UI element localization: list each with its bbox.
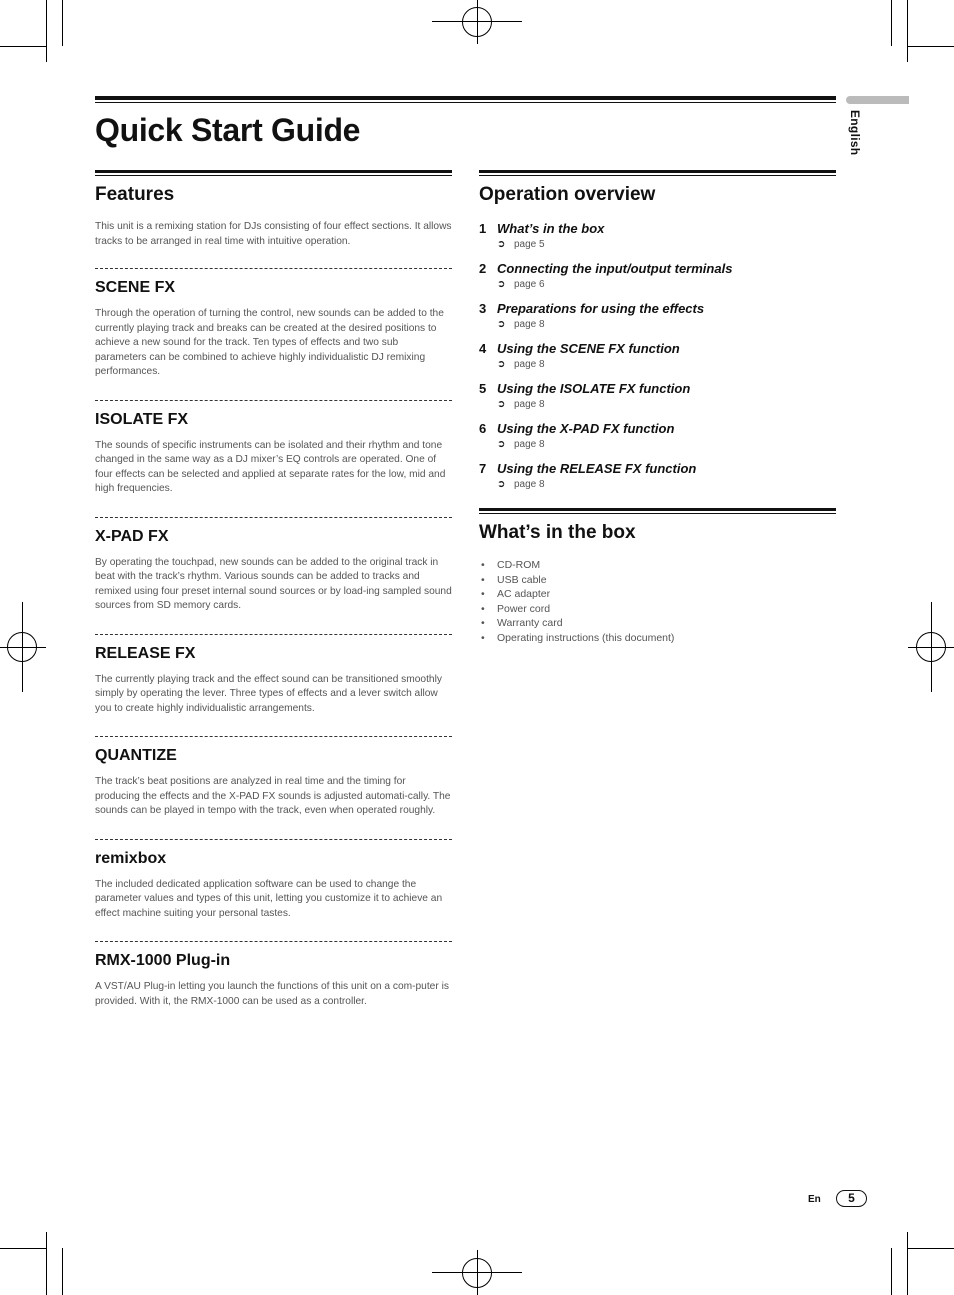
overview-item-number: 3 bbox=[479, 301, 487, 316]
overview-item-number: 7 bbox=[479, 461, 487, 476]
page-reference: page 8 bbox=[514, 439, 545, 450]
list-item: • USB cable bbox=[479, 573, 836, 588]
dashed-divider bbox=[95, 400, 452, 401]
x-pad-fx-heading: X-PAD FX bbox=[95, 527, 169, 545]
overview-item-title: Preparations for using the effects bbox=[497, 301, 705, 316]
page-reference: page 8 bbox=[514, 359, 545, 370]
registration-circle bbox=[462, 1258, 492, 1288]
overview-item-number: 1 bbox=[479, 221, 487, 236]
remixbox-text: The included dedicated application software can be used to change the parameter values and types of this unit, letting you customize it to achieve an effect machine suiting your personal tastes. bbox=[95, 878, 443, 919]
features-text: This unit is a remixing station for DJs consisting of four effect sections. It allows tracks to be arranged in real time with intuitive operation. bbox=[95, 221, 452, 247]
arrow-right-icon: ➲ bbox=[497, 399, 506, 410]
overview-item bbox=[479, 220, 836, 252]
list-item: • Power cord bbox=[479, 602, 836, 617]
crop-mark bbox=[891, 0, 892, 46]
arrow-right-icon: ➲ bbox=[497, 439, 506, 450]
page-reference: page 5 bbox=[514, 239, 545, 250]
section-rule bbox=[95, 170, 452, 176]
overview-item-number: 2 bbox=[479, 261, 487, 276]
arrow-right-icon: ➲ bbox=[497, 319, 506, 330]
quantize-heading: QUANTIZE bbox=[95, 747, 177, 764]
registration-circle bbox=[462, 7, 492, 37]
box-heading: What’s in the box bbox=[479, 522, 636, 543]
overview-heading: Operation overview bbox=[479, 184, 656, 205]
overview-item bbox=[479, 460, 836, 492]
list-item: • AC adapter bbox=[479, 587, 836, 602]
left-column bbox=[95, 170, 452, 1009]
page-reference: page 8 bbox=[514, 479, 545, 490]
crop-mark bbox=[891, 1248, 892, 1295]
language-tab bbox=[846, 96, 909, 104]
page-reference: page 6 bbox=[514, 279, 545, 290]
crop-mark bbox=[907, 0, 908, 62]
arrow-right-icon: ➲ bbox=[497, 359, 506, 370]
crop-mark bbox=[908, 1248, 954, 1249]
features-heading: Features bbox=[95, 184, 175, 205]
overview-item bbox=[479, 260, 836, 292]
arrow-right-icon: ➲ bbox=[497, 239, 506, 250]
footer-language-code: En bbox=[808, 1194, 821, 1205]
isolate-fx-text: The sounds of specific instruments can be isolated and their rhythm and tone changed in the same way as a DJ mixer’s EQ controls are operated. One of four effects can be selected and applied at separate rates for the low, mid and high frequencies. bbox=[95, 439, 446, 494]
language-tab-label: English bbox=[848, 110, 862, 156]
arrow-right-icon: ➲ bbox=[497, 279, 506, 290]
overview-item-title: Connecting the input/output terminals bbox=[497, 261, 733, 276]
dashed-divider bbox=[95, 736, 452, 737]
crop-mark bbox=[46, 0, 47, 62]
list-item: • CD-ROM bbox=[479, 558, 836, 573]
crop-mark bbox=[0, 46, 46, 47]
crop-mark bbox=[907, 1232, 908, 1295]
scene-fx-text: Through the operation of turning the control, new sounds can be added to the currently playing track and breaks can be created at the desired positions to achieve a new sound for the track. Ten types of effects and two sub parameters can be combined to achieve highly individualistic DJ remixing performances. bbox=[95, 308, 444, 377]
overview-item-number: 4 bbox=[479, 341, 487, 356]
overview-item-title: Using the X-PAD FX function bbox=[497, 421, 675, 436]
overview-item-number: 5 bbox=[479, 381, 487, 396]
overview-item-title: Using the ISOLATE FX function bbox=[497, 381, 691, 396]
release-fx-heading: RELEASE FX bbox=[95, 644, 196, 662]
dashed-divider bbox=[95, 839, 452, 840]
section-rule bbox=[479, 170, 836, 176]
overview-item-number: 6 bbox=[479, 421, 487, 436]
overview-item-title: Using the RELEASE FX function bbox=[497, 461, 697, 476]
overview-item bbox=[479, 420, 836, 452]
overview-item-title: Using the SCENE FX function bbox=[497, 341, 680, 356]
dashed-divider bbox=[95, 941, 452, 942]
box-contents-list bbox=[479, 558, 836, 645]
right-column bbox=[479, 170, 836, 645]
overview-item-title: What’s in the box bbox=[497, 221, 605, 236]
title-rule bbox=[95, 96, 836, 103]
overview-item bbox=[479, 340, 836, 372]
isolate-fx-heading: ISOLATE FX bbox=[95, 410, 189, 428]
section-rule bbox=[479, 508, 836, 514]
overview-item bbox=[479, 380, 836, 412]
release-fx-text: The currently playing track and the effect sound can be transitioned smoothly simply by operating the lever. Three types of effects and a lever switch allow you to create highly individualistic arrangements. bbox=[95, 673, 442, 714]
page-reference: page 8 bbox=[514, 319, 545, 330]
plugin-text: A VST/AU Plug-in letting you launch the functions of this unit on a com-puter is provided. With it, the RMX-1000 can be used as a controller. bbox=[95, 981, 449, 1007]
remixbox-heading: remixbox bbox=[95, 849, 167, 867]
registration-circle bbox=[7, 632, 37, 662]
x-pad-fx-text: By operating the touchpad, new sounds can be added to the original track in beat with the track’s rhythm. Various sounds can be added to tracks and remixed using four preset internal sound sources or by load-ing sampled sound sources from SD memory cards. bbox=[95, 556, 452, 611]
crop-mark bbox=[46, 1232, 47, 1295]
dashed-divider bbox=[95, 517, 452, 518]
overview-item bbox=[479, 300, 836, 332]
plugin-heading: RMX-1000 Plug-in bbox=[95, 952, 231, 969]
quantize-text: The track’s beat positions are analyzed in real time and the timing for producing the effects and the X-PAD FX sounds is adjusted automati-cally. The sounds can be played in tempo with the track, even when operated roughly. bbox=[95, 776, 451, 816]
arrow-right-icon: ➲ bbox=[497, 479, 506, 490]
box-section bbox=[479, 508, 836, 645]
page-number-badge: 5 bbox=[836, 1190, 867, 1207]
scene-fx-heading: SCENE FX bbox=[95, 279, 176, 296]
crop-mark bbox=[0, 1248, 46, 1249]
crop-mark bbox=[62, 1248, 63, 1295]
list-item: • Operating instructions (this document) bbox=[479, 631, 836, 646]
crop-mark bbox=[62, 0, 63, 46]
crop-mark bbox=[908, 46, 954, 47]
page-title: Quick Start Guide bbox=[95, 112, 361, 148]
page-reference: page 8 bbox=[514, 399, 545, 410]
dashed-divider bbox=[95, 268, 452, 269]
list-item: • Warranty card bbox=[479, 616, 836, 631]
dashed-divider bbox=[95, 634, 452, 635]
registration-circle bbox=[916, 632, 946, 662]
